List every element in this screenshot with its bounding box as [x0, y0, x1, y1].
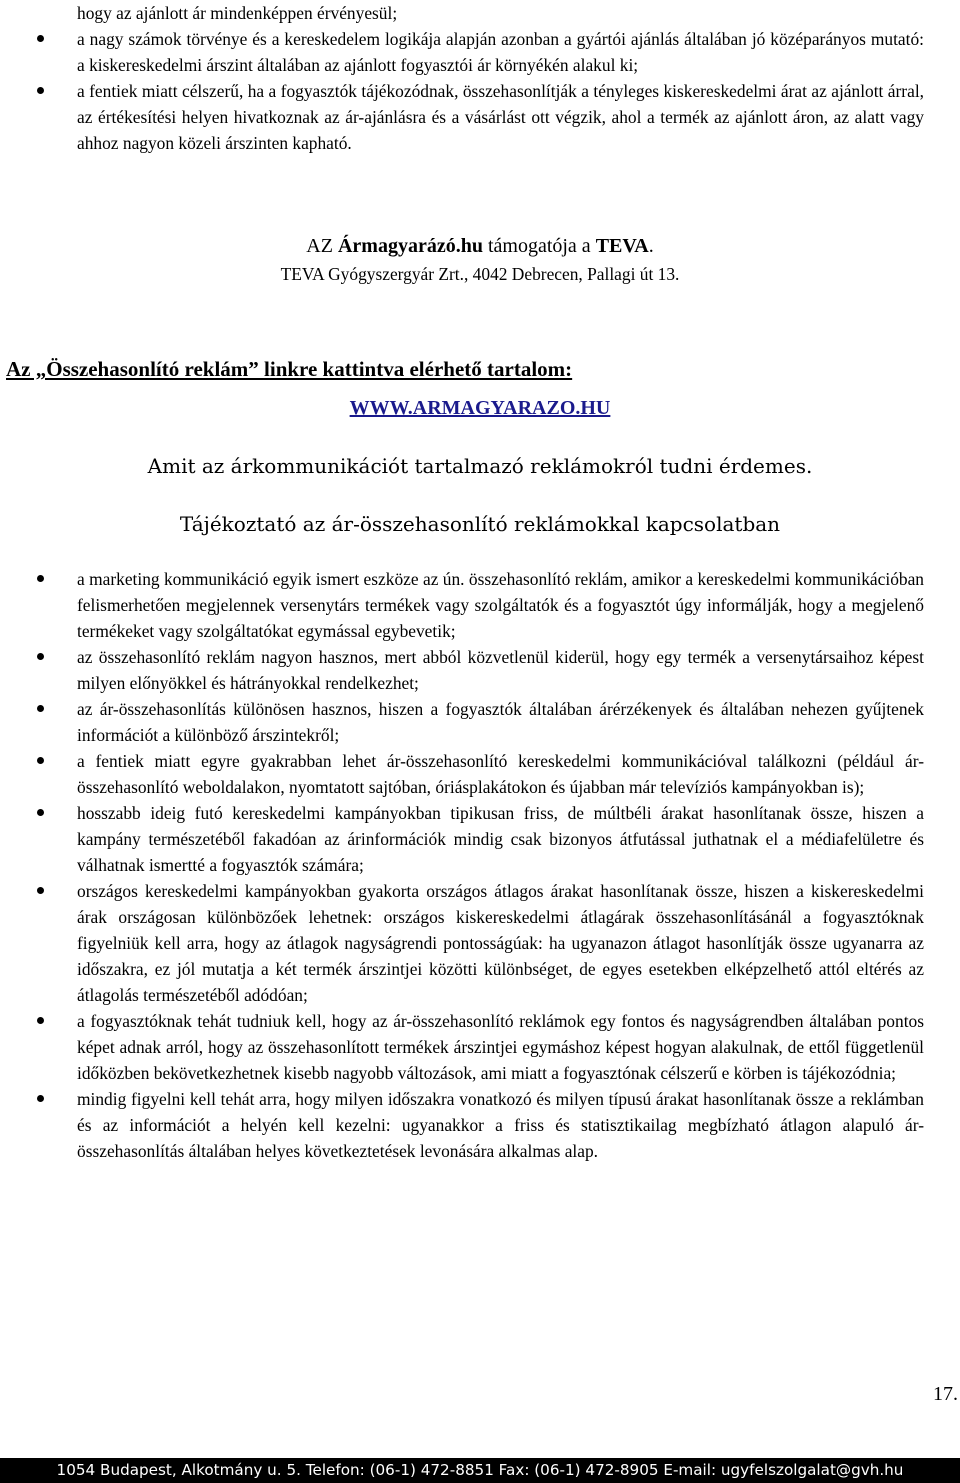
bullet-icon: [37, 809, 44, 816]
top-bullet-list: [0, 26, 960, 156]
bullet-icon: [37, 87, 44, 94]
sponsor-address: TEVA Gyógyszergyár Zrt., 4042 Debrecen, Pallagi út 13.: [280, 264, 680, 284]
list-item-text: a marketing kommunikáció egyik ismert eszköze az ún. összehasonlító reklám, amikor a kereskedelmi kommunikációban felismerhetően megjelennek versenytárs termékek vagy szolgáltatók és a fogyasztót úgy informálják, hogy a megjelenő termékeket vagy szolgáltatókat egymással egybevetik;: [77, 569, 924, 641]
main-bullet-list: [0, 566, 960, 1164]
footer-bar: 1054 Budapest, Alkotmány u. 5. Telefon: (06-1) 472-8851 Fax: (06-1) 472-8905 E-mail: ugyfelszolgalat@gvh.hu: [0, 1458, 960, 1483]
list-item-text: a nagy számok törvénye és a kereskedelem logikája alapján azonban a gyártói ajánlás általában jó középarányos mutató: a kiskereskedelmi árszint általában az ajánlott fogyasztói ár környékén alakul ki;: [77, 29, 924, 75]
section-title: Tájékoztató az ár-összehasonlító reklámokkal kapcsolatban: [179, 512, 781, 536]
list-item: [77, 26, 924, 78]
sponsor-line: AZ Ármagyarázó.hu támogatója a TEVA.: [306, 235, 654, 257]
bullet-icon: [37, 757, 44, 764]
list-item: [77, 748, 924, 800]
website-link[interactable]: WWW.ARMAGYARAZO.HU: [349, 397, 611, 419]
bullet-icon: [37, 1095, 44, 1102]
list-item: [77, 644, 924, 696]
list-item-text: hosszabb ideig futó kereskedelmi kampányokban tipikusan friss, de múltbéli árakat hasonlítanak össze, hiszen a kampány természetéből fakadóan az árinformációk mindig csak bizonyos átfutással juthatnak el a médiafelületre és válhatnak ismertté a fogyasztók számára;: [77, 803, 924, 875]
subtitle: Amit az árkommunikációt tartalmazó reklámokról tudni érdemes.: [147, 454, 813, 478]
bullet-icon: [37, 575, 44, 582]
bullet-icon: [37, 1017, 44, 1024]
list-item: [77, 1008, 924, 1086]
list-item-text: az összehasonlító reklám nagyon hasznos, mert abból közvetlenül kiderül, hogy egy termék a versenytársaihoz képest milyen előnyökkel és hátrányokkal rendelkezhet;: [77, 647, 924, 693]
list-item-text: az ár-összehasonlítás különösen hasznos, hiszen a fogyasztók általában árérzékenyek és általában nehezen gyűjtenek információt a különböző árszintekről;: [77, 699, 924, 745]
list-item-text: a fentiek miatt egyre gyakrabban lehet ár-összehasonlító kereskedelmi kommunikációval találkozni (például ár-összehasonlító weboldalakon, nyomtatott sajtóban, óriásplakátokon és újabban már televíziós kampányokban is);: [77, 751, 924, 797]
list-item-text: mindig figyelni kell tehát arra, hogy milyen időszakra vonatkozó és milyen típusú árakat hasonlítanak össze a reklámban és az információt a helyén kell kezelni: ugyanakkor a friss és statisztikailag megbízható átlagon alapuló ár-összehasonlítás általában helyes következtetések levonására alkalmas alap.: [77, 1089, 924, 1161]
top-section: [0, 0, 960, 156]
list-item-text: a fentiek miatt célszerű, ha a fogyasztók tájékozódnak, összehasonlítják a tényleges kiskereskedelmi árat az ajánlott árral, az értékesítési helyen hivatkoznak az ár-ajánlásra és a vásárlást ott végzik, ahol a termék az ajánlott áron, az alatt vagy ahhoz nagyon közeli árszinten kapható.: [77, 81, 924, 153]
continuation-text: hogy az ajánlott ár mindenképpen érvényesül;: [77, 3, 398, 23]
sponsor-site-name: Ármagyarázó.hu: [337, 235, 483, 257]
bullet-icon: [37, 705, 44, 712]
main-section: [0, 566, 960, 1164]
bullet-icon: [37, 887, 44, 894]
list-item: [77, 878, 924, 1008]
sponsor-company: TEVA: [595, 235, 649, 257]
list-item-text: országos kereskedelmi kampányokban gyakorta országos átlagos árakat hasonlítanak össze, hiszen a kiskereskedelmi árak országosan különbözőek lehetnek: országos kiskereskedelmi átlagárak összehasonlításánál a fogyasztóknak figyelniük kell arra, hogy az átlagok nagyságrendi pontosságúak: ha ugyanazon átlagot hasonlítják össze ugyanarra az időszakra, ez jól mutatja a két termék árszintjei közötti különbséget, de egyes esetekben elképzelhető attól eltérés az átlagolás természetéből adódóan;: [77, 881, 924, 1005]
url-row: [0, 395, 960, 421]
bullet-icon: [37, 35, 44, 42]
link-heading[interactable]: Az „Összehasonlító reklám” linkre kattintva elérhető tartalom:: [6, 357, 573, 381]
list-item: [77, 1086, 924, 1164]
link-heading-row: [0, 355, 960, 383]
page-number: 17.: [933, 1383, 958, 1405]
list-item-text: a fogyasztóknak tehát tudniuk kell, hogy az ár-összehasonlító reklámok egy fontos és nagyságrendben általában pontos képet adnak arról, hogy az összehasonlított termékek árszintjei egymáshoz képest hogyan alakulnak, de ettől függetlenül időközben bekövetkezhetnek kisebb nagyobb változások, ami miatt a fogyasztónak célszerű e körben is tájékozódnia;: [77, 1011, 924, 1083]
bullet-icon: [37, 653, 44, 660]
list-item: [77, 566, 924, 644]
list-item: [77, 78, 924, 156]
list-item: [77, 800, 924, 878]
list-item: [77, 696, 924, 748]
